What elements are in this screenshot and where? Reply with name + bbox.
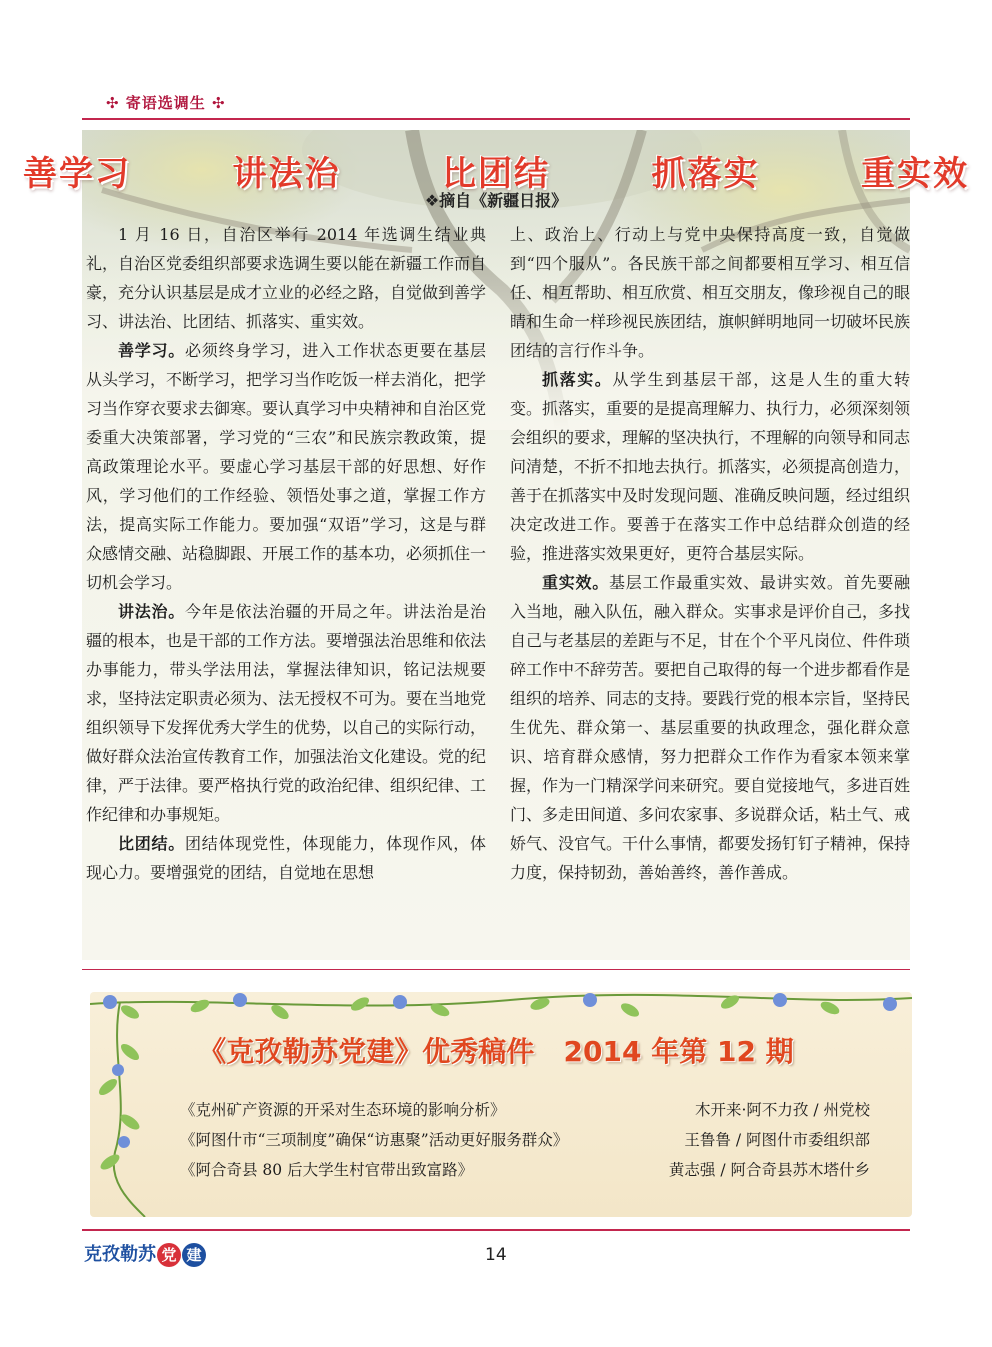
paragraph-heading: 重实效。 (542, 573, 610, 592)
paragraph-heading: 抓落实。 (542, 370, 613, 389)
recommended-articles-title: 《克孜勒苏党建》优秀稿件 2014 年第 12 期 (198, 1035, 794, 1068)
paragraph-heading: 讲法治。 (118, 602, 186, 621)
page-number: 14 (485, 1245, 507, 1265)
recommended-article-author: 木开来·阿不力孜 / 州党校 (694, 1101, 870, 1119)
middle-rule (82, 969, 910, 970)
recommended-article-item (180, 1128, 880, 1158)
recommended-article-title: 《阿图什市“三项制度”确保“访惠聚”活动更好服务群众》 (180, 1131, 569, 1149)
paragraph: 抓落实。从学生到基层干部，这是人生的重大转变。抓落实，重要的是提高理解力、执行力，必须深刻领会组织的要求，理解的坚决执行，不理解的向领导和同志问清楚，不折不扣地去执行。抓落实，必须提高创造力，善于在抓落实中及时发现问题、准确反映问题，经过组织决定改进工作。要善于在落实工作中总结群众创造的经验，推进落实效果更好，更符合基层实际。 (510, 370, 911, 563)
article-right-column (510, 220, 910, 887)
recommended-article-author: 王鲁鲁 / 阿图什市委组织部 (684, 1131, 870, 1149)
recommended-article-item (180, 1158, 880, 1188)
article-left-column (86, 220, 486, 887)
paragraph: 讲法治。今年是依法治疆的开局之年。讲法治是治疆的根本，也是干部的工作方法。要增强法治思维和依法办事能力，带头学法用法，掌握法律知识，铭记法规要求，坚持法定职责必须为、法无授权不可为。要在当地党组织领导下发挥优秀大学生的优势，以自己的实际行动，做好群众法治宣传教育工作，加强法治文化建设。党的纪律，严于法律。要严格执行党的政治纪律、组织纪律、工作纪律和办事规矩。 (86, 602, 487, 824)
recommended-article-title: 《阿合奇县 80 后大学生村官带出致富路》 (180, 1161, 474, 1179)
paragraph: 重实效。基层工作最重实效、最讲实效。首先要融入当地，融入队伍，融入群众。实事求是评价自己，多找自己与老基层的差距与不足，甘在个个平凡岗位、件件琐碎工作中不辞劳苦。要把自己取得的每一个进步都看作是组织的培养、同志的支持。要践行党的根本宗旨，坚持民生优先、群众第一、基层重要的执政理念，强化群众意识、培育群众感情，努力把群众工作作为看家本领来掌握，作为一门精深学问来研究。要自觉接地气，多进百姓门、多走田间道、多问农家事、多说群众话，粘土气、戒娇气、没官气。干什么事情，都要发扬钉钉子精神，保持力度，保持韧劲，善始善终，善作善成。 (510, 573, 911, 882)
bottom-rule (82, 1229, 910, 1231)
top-rule (82, 118, 910, 120)
article-title: 善学习 讲法治 比团结 抓落实 重实效 (22, 154, 970, 194)
article-source: ❖摘自《新疆日报》 (424, 191, 568, 210)
paragraph: 1 月 16 日，自治区举行 2014 年选调生结业典礼，自治区党委组织部要求选调生要以能在新疆工作而自豪，充分认识基层是成才立业的必经之路，自觉做到善学习、讲法治、比团结、抓落实、重实效。 (86, 225, 487, 331)
paragraph-heading: 善学习。 (118, 341, 186, 360)
paragraph-heading: 比团结。 (118, 834, 186, 853)
recommended-article-title: 《克州矿产资源的开采对生态环境的影响分析》 (180, 1101, 506, 1119)
paragraph-continued: 上、政治上、行动上与党中央保持高度一致，自觉做到“四个服从”。各民族干部之间都要相互学习、相互信任、相互帮助、相互欣赏、相互交朋友，像珍视自己的眼睛和生命一样珍视民族团结，旗帜鲜明地同一切破坏民族团结的言行作斗争。 (510, 225, 911, 360)
magazine-brand-logo: 克孜勒苏 党 建 (84, 1240, 206, 1267)
section-tag: ✣ 寄语选调生 ✣ (106, 94, 226, 112)
paragraph: 善学习。必须终身学习，进入工作状态更要在基层从头学习，不断学习，把学习当作吃饭一样去消化，把学习当作穿衣要求去御寒。要认真学习中央精神和自治区党委重大决策部署，学习党的“三农”和民族宗教政策，提高政策理论水平。要虚心学习基层干部的好思想、好作风，学习他们的工作经验、领悟处事之道，掌握工作方法，提高实际工作能力。要加强“双语”学习，这是与群众感情交融、站稳脚跟、开展工作的基本功，必须抓住一切机会学习。 (86, 341, 487, 592)
paragraph: 比团结。团结体现党性，体现能力，体现作风，体现心力。要增强党的团结，自觉地在思想 (86, 834, 486, 882)
recommended-article-author: 黄志强 / 阿合奇县苏木塔什乡 (668, 1161, 870, 1179)
recommended-article-item (180, 1098, 880, 1128)
